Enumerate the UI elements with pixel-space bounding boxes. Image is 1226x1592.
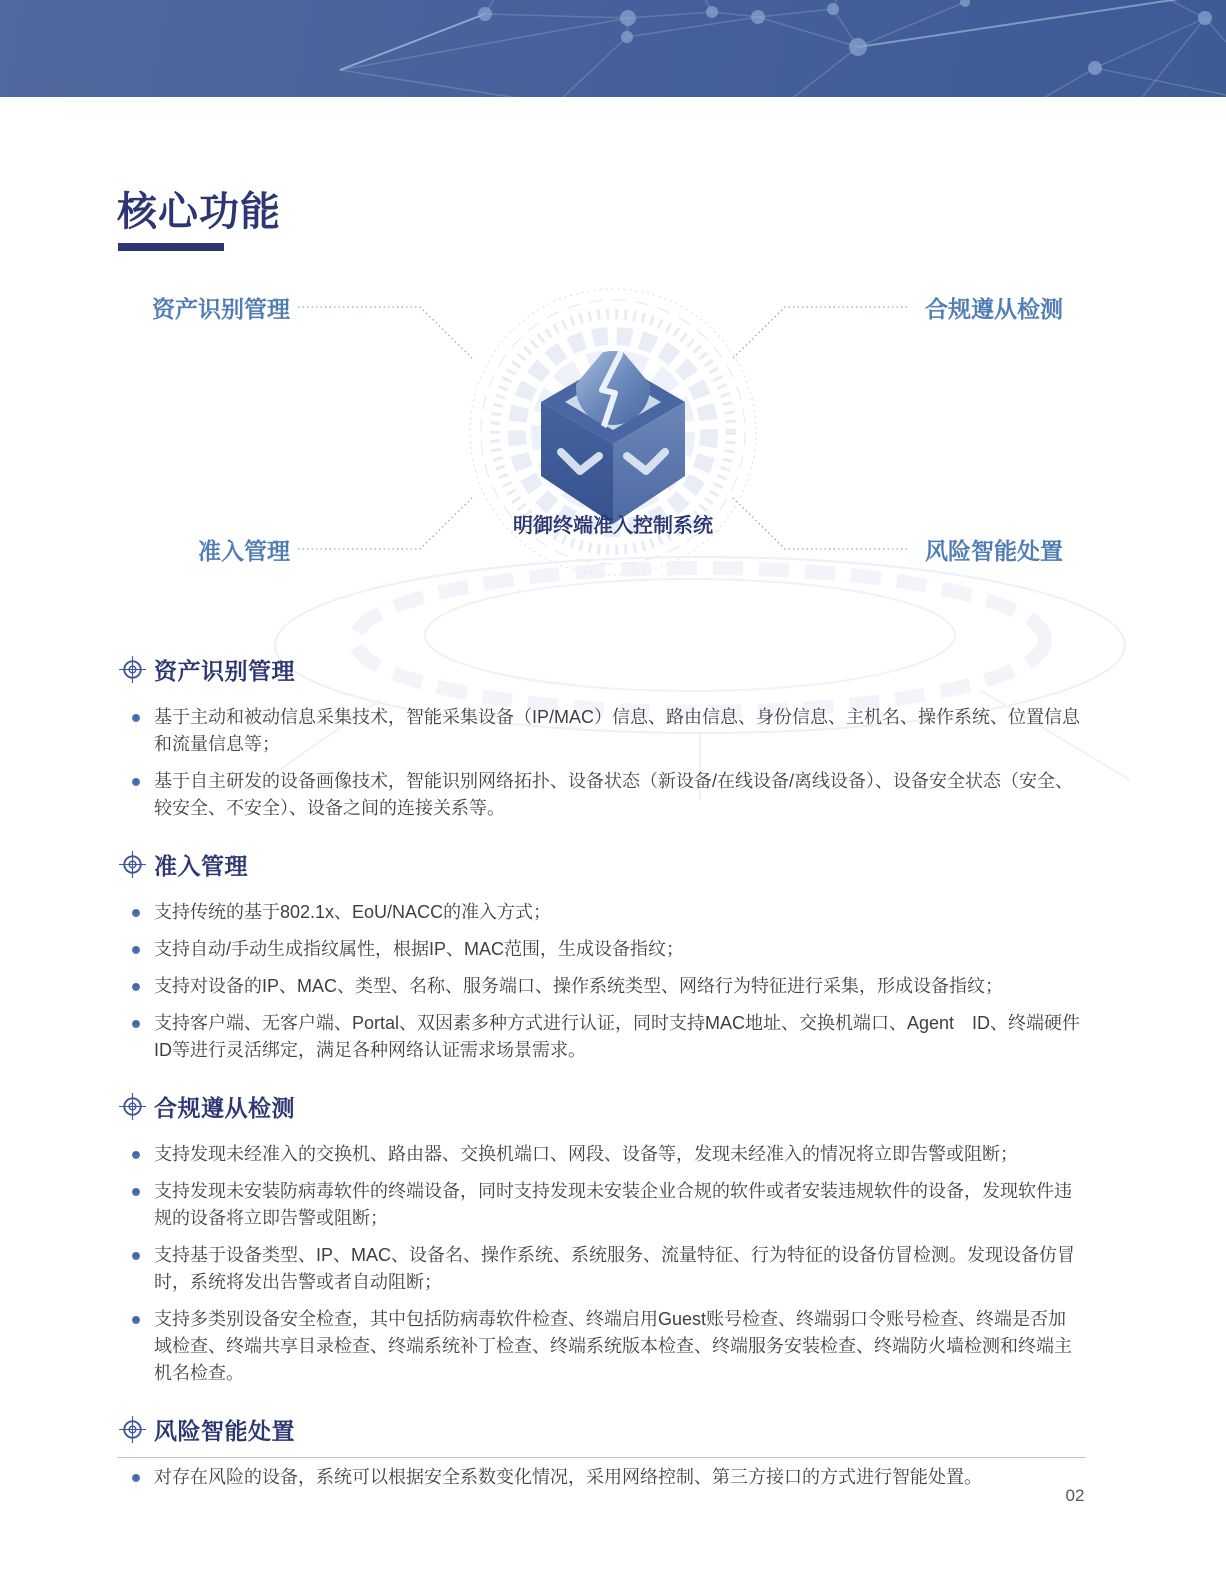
bullet-text: 支持对设备的IP、MAC、类型、名称、服务端口、操作系统类型、网络行为特征进行采集，形成设备指纹； bbox=[154, 976, 1004, 996]
section-header-asset-management bbox=[117, 653, 1083, 686]
bullet-dot bbox=[132, 946, 140, 954]
diagram-center-label: 明御终端准入控制系统 bbox=[513, 515, 713, 537]
bullet-text: 支持自动/手动生成指纹属性，根据IP、MAC范围，生成设备指纹； bbox=[154, 939, 685, 959]
page-number: 02 bbox=[1065, 1486, 1085, 1505]
diagram-label-compliance-detection: 合规遵从检测 bbox=[925, 296, 1063, 322]
bullet-dot bbox=[132, 1252, 140, 1260]
bullet-dot bbox=[132, 714, 140, 722]
bullet-dot bbox=[132, 1316, 140, 1324]
bullet-dot bbox=[132, 983, 140, 991]
section-header-compliance-detection bbox=[117, 1090, 1083, 1123]
bullet-text: 支持客户端、无客户端、Portal、双因素多种方式进行认证，同时支持MAC地址、交换机端口、Agent ID、终端硬件ID等进行灵活绑定，满足各种网络认证需求场景需求。 bbox=[154, 1013, 1081, 1060]
feature-sections bbox=[117, 641, 1083, 1491]
bullet-item bbox=[117, 1141, 1083, 1168]
target-icon bbox=[119, 1416, 146, 1443]
section-bullets bbox=[117, 1141, 1083, 1387]
bullet-text: 支持发现未经准入的交换机、路由器、交换机端口、网段、设备等，发现未经准入的情况将立即告警或阻断； bbox=[154, 1144, 1018, 1164]
target-icon bbox=[119, 1093, 146, 1120]
section-bullets bbox=[117, 1464, 1083, 1491]
bullet-item bbox=[117, 1306, 1083, 1387]
bullet-item bbox=[117, 973, 1083, 1000]
footer-divider bbox=[117, 1457, 1086, 1458]
bullet-text: 基于主动和被动信息采集技术，智能采集设备（IP/MAC）信息、路由信息、身份信息、主机名、操作系统、位置信息和流量信息等； bbox=[154, 707, 1081, 754]
section-title: 准入管理 bbox=[154, 853, 248, 879]
section-bullets bbox=[117, 704, 1083, 822]
page-title: 核心功能 bbox=[117, 190, 281, 234]
bullet-item bbox=[117, 704, 1083, 758]
diagram-label-access-management: 准入管理 bbox=[198, 538, 290, 564]
bullet-item bbox=[117, 899, 1083, 926]
section-header-risk-handling bbox=[117, 1413, 1083, 1446]
diagram-label-risk-handling: 风险智能处置 bbox=[925, 538, 1063, 564]
core-features-diagram bbox=[0, 270, 1226, 620]
bullet-item bbox=[117, 936, 1083, 963]
bullet-item bbox=[117, 768, 1083, 822]
section-title: 风险智能处置 bbox=[154, 1418, 295, 1444]
section-bullets bbox=[117, 899, 1083, 1064]
top-banner bbox=[0, 0, 1226, 97]
bullet-dot bbox=[132, 909, 140, 917]
bullet-text: 对存在风险的设备，系统可以根据安全系数变化情况，采用网络控制、第三方接口的方式进行智能处置。 bbox=[154, 1467, 982, 1487]
target-icon bbox=[119, 656, 146, 683]
bullet-item bbox=[117, 1178, 1083, 1232]
bullet-dot bbox=[132, 778, 140, 786]
bullet-text: 支持基于设备类型、IP、MAC、设备名、操作系统、系统服务、流量特征、行为特征的设备仿冒检测。发现设备仿冒时，系统将发出告警或者自动阻断； bbox=[154, 1245, 1076, 1292]
bullet-text: 支持多类别设备安全检查，其中包括防病毒软件检查、终端启用Guest账号检查、终端弱口令账号检查、终端是否加域检查、终端共享目录检查、终端系统补丁检查、终端系统版本检查、终端服务安装检查、终端防火墙检测和终端主机名检查。 bbox=[154, 1309, 1072, 1383]
bullet-item bbox=[117, 1010, 1083, 1064]
section-title: 合规遵从检测 bbox=[154, 1095, 295, 1121]
bullet-item bbox=[117, 1242, 1083, 1296]
bullet-text: 支持传统的基于802.1x、EoU/NACC的准入方式； bbox=[154, 902, 552, 922]
target-icon bbox=[119, 851, 146, 878]
section-header-access-management bbox=[117, 848, 1083, 881]
bullet-dot bbox=[132, 1151, 140, 1159]
section-title: 资产识别管理 bbox=[154, 658, 295, 684]
title-underline bbox=[118, 243, 224, 251]
bullet-text: 支持发现未安装防病毒软件的终端设备，同时支持发现未安装企业合规的软件或者安装违规软件的设备，发现软件违规的设备将立即告警或阻断； bbox=[154, 1181, 1072, 1228]
bullet-dot bbox=[132, 1020, 140, 1028]
bullet-dot bbox=[132, 1188, 140, 1196]
bullet-text: 基于自主研发的设备画像技术，智能识别网络拓扑、设备状态（新设备/在线设备/离线设备）、设备安全状态（安全、较安全、不安全）、设备之间的连接关系等。 bbox=[154, 771, 1073, 818]
diagram-label-asset-management: 资产识别管理 bbox=[152, 296, 290, 322]
network-pattern-graphic bbox=[0, 0, 1226, 97]
bullet-dot bbox=[132, 1474, 140, 1482]
bullet-item bbox=[117, 1464, 1083, 1491]
